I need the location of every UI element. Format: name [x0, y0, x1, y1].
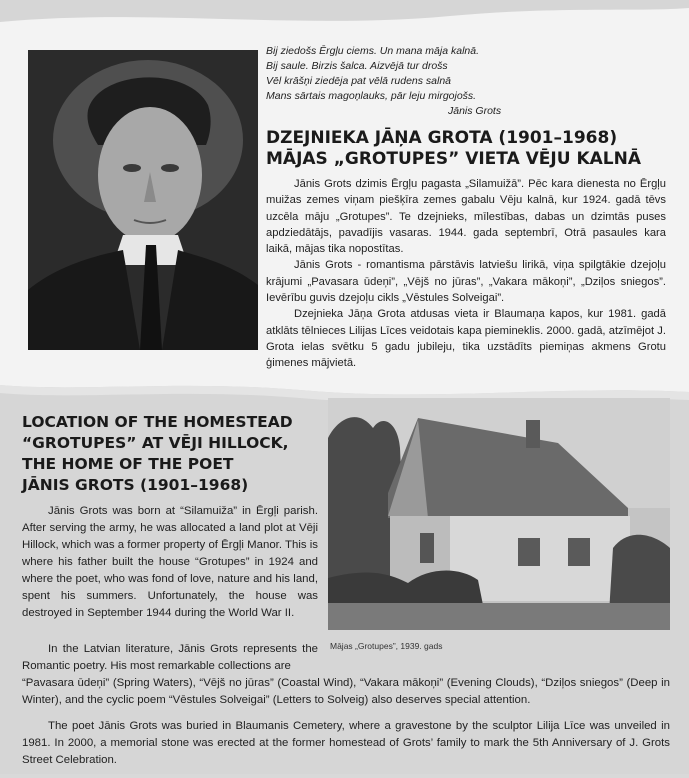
- english-paragraph-start: In the Latvian literature, Jānis Grots represents the Romantic poetry. His most remarkable collections are: [22, 643, 318, 672]
- poem-line: Bij saule. Birzis šalca. Aizvējā tur drošs: [266, 60, 448, 72]
- poem-line: Mans sārtais magoņlauks, pār leju mirgojošs.: [266, 90, 477, 102]
- house-photo: [328, 398, 670, 630]
- english-heading-line: THE HOME OF THE POET: [22, 455, 234, 473]
- photo-caption: Mājas „Grotupes”, 1939. gads: [330, 641, 443, 651]
- english-paragraph-continued: [22, 675, 670, 709]
- latvian-paragraph: Jānis Grots dzimis Ērgļu pagasta „Silamuižā”. Pēc kara dienesta no Ērgļu muižas zemes viņam piešķīra zemes gabalu Vēju kalnā, kur 1924. gadā tēvs uzcēla māju „Grotupes”. Te dzejnieks, mīlestības, dabas un dzimtās puses apdziedātājs, pavadījis vasaras. 1944. gada septembrī, Otrā pasaules kara laikā, mājas tika nopostītas.: [266, 178, 666, 256]
- poem-line: Bij ziedošs Ērgļu ciems. Un mana māja kalnā.: [266, 45, 480, 57]
- english-heading-line: “GROTUPES” AT VĒJI HILLOCK,: [22, 434, 289, 452]
- english-heading-line: JĀNIS GROTS (1901–1968): [22, 476, 249, 494]
- english-paragraph: The poet Jānis Grots was buried in Blaumanis Cemetery, where a gravestone by the sculptor Lilija Līce was unveiled in 1981. In 2000, a memorial stone was erected at the former homestead of Grots’ family to mark the 5th Anniversary of J. Grots Street Celebration.: [22, 720, 670, 766]
- portrait-photo: [28, 50, 258, 350]
- english-body-intro: [22, 503, 318, 622]
- latvian-paragraph: Jānis Grots - romantisma pārstāvis latviešu lirikā, viņa spilgtākie dzejoļu krājumi „Pavasara ūdeņi”, „Vējš no jūras”, „Vakara mākoņi”, „Dziļos sniegos”. Ievērību guvis dzejoļu cikls „Vēstules Solveigai”.: [266, 259, 666, 305]
- latvian-body: [266, 176, 666, 372]
- latvian-heading-line: DZEJNIEKA JĀŅA GROTA (1901–1968): [266, 128, 618, 148]
- latvian-heading: [266, 128, 666, 170]
- english-paragraph: [22, 641, 670, 675]
- poem-excerpt: [266, 44, 666, 119]
- english-paragraph: Jānis Grots was born at “Silamuiža” in Ērgļi parish. After serving the army, he was allocated a land plot at Vēji Hillock, which was a former property of Ērgļi Manor. This is where his father built the house “Grotupes” in 1924 and where the poet, who was fond of love, nature and his land, spent his summers. Unfortunately, the house was destroyed in September 1944 during the World War II.: [22, 505, 318, 619]
- latvian-paragraph: Dzejnieka Jāņa Grota atdusas vieta ir Blaumaņa kapos, kur 1981. gadā atklāts tēlnieces Lilijas Līces veidotais kapa piemineklis. 2000. gadā, atzīmējot J. Grota ielas svētku 5 gadu jubileju, tika uzstādīts piemiņas akmens Grotu ģimenes mājvietā.: [266, 308, 666, 370]
- english-heading-line: LOCATION OF THE HOMESTEAD: [22, 413, 293, 431]
- poem-author: Jānis Grots: [448, 105, 502, 117]
- latvian-heading-line: MĀJAS „GROTUPES” VIETA VĒJU KALNĀ: [266, 149, 642, 169]
- english-body-rest: [22, 641, 670, 778]
- english-paragraph-end: “Pavasara ūdeņi” (Spring Waters), “Vējš no jūras” (Coastal Wind), “Vakara mākoņi” (Evening Clouds), “Dziļos sniegos” (Deep in Winter), and the cyclic poem “Vēstules Solveigai” (Letters to Solveig) also deserves special attention.: [22, 677, 670, 706]
- english-heading: [22, 412, 322, 496]
- poem-line: Vēl krāšņi ziedēja pat vēlā rudens salnā: [266, 75, 452, 87]
